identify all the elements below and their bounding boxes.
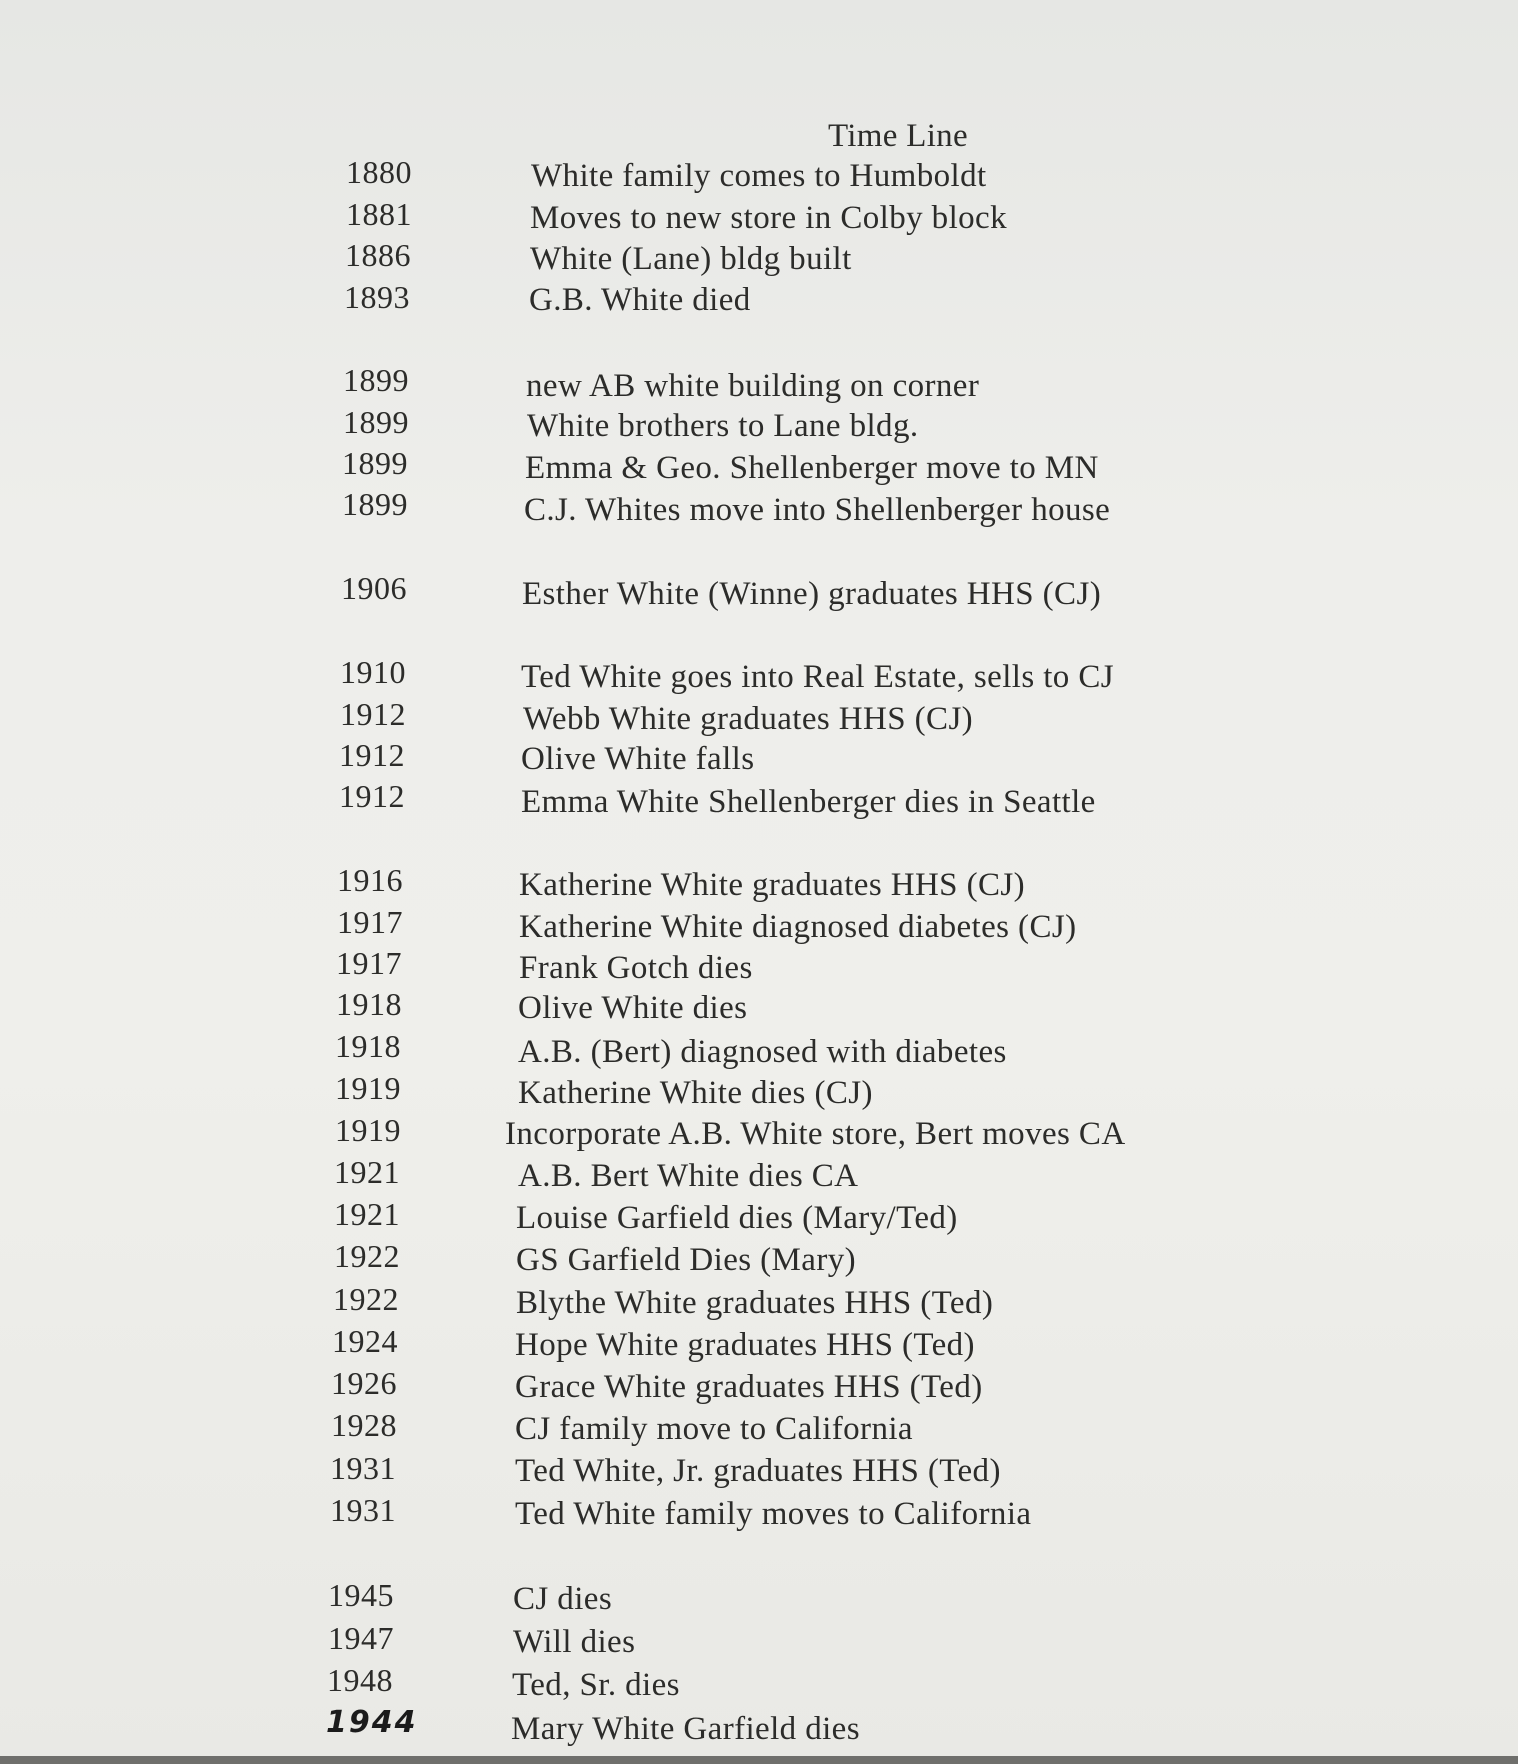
timeline-year: 1899 xyxy=(343,404,409,440)
timeline-event: Katherine White dies (CJ) xyxy=(518,1075,873,1111)
timeline-year: 1918 xyxy=(336,986,402,1022)
timeline-year: 1917 xyxy=(336,945,402,981)
timeline-event: Olive White falls xyxy=(521,741,755,777)
timeline-year: 1931 xyxy=(330,1492,396,1528)
timeline-event: Ted, Sr. dies xyxy=(512,1667,680,1703)
timeline-event: Ted White family moves to California xyxy=(515,1496,1032,1532)
timeline-year: 1916 xyxy=(337,862,403,898)
timeline-year: 1899 xyxy=(342,486,408,522)
timeline-year: 1893 xyxy=(344,279,410,315)
page-title: Time Line xyxy=(828,118,968,154)
timeline-event: Katherine White graduates HHS (CJ) xyxy=(519,867,1026,903)
timeline-year: 1928 xyxy=(331,1407,397,1443)
timeline-year: 1931 xyxy=(330,1450,396,1486)
timeline-year: 1886 xyxy=(345,237,411,273)
timeline-year: 1945 xyxy=(328,1577,394,1613)
timeline-year: 1926 xyxy=(331,1365,397,1401)
timeline-event: CJ family move to California xyxy=(515,1411,913,1447)
timeline-event: Hope White graduates HHS (Ted) xyxy=(515,1327,975,1363)
timeline-year: 1924 xyxy=(332,1323,398,1359)
timeline-year: 1921 xyxy=(334,1154,400,1190)
timeline-event: new AB white building on corner xyxy=(526,368,980,404)
timeline-year-handwritten: 1944 xyxy=(326,1705,418,1740)
timeline-event: Moves to new store in Colby block xyxy=(530,200,1007,236)
timeline-event: A.B. Bert White dies CA xyxy=(518,1158,859,1194)
timeline-event: GS Garfield Dies (Mary) xyxy=(516,1242,857,1278)
timeline-year: 1919 xyxy=(335,1070,401,1106)
timeline-event: Frank Gotch dies xyxy=(519,950,753,986)
timeline-event: Olive White dies xyxy=(518,990,748,1026)
timeline-year: 1910 xyxy=(340,654,406,690)
timeline-year: 1881 xyxy=(346,196,412,232)
timeline-year: 1922 xyxy=(334,1238,400,1274)
timeline-year: 1899 xyxy=(342,445,408,481)
timeline-year: 1948 xyxy=(327,1662,393,1698)
timeline-event: White brothers to Lane bldg. xyxy=(527,408,919,444)
timeline-year: 1947 xyxy=(328,1620,394,1656)
timeline-event: Will dies xyxy=(513,1624,636,1660)
timeline-event: Webb White graduates HHS (CJ) xyxy=(523,701,974,737)
timeline-event: White (Lane) bldg built xyxy=(530,241,852,277)
page-bottom-edge xyxy=(0,1756,1518,1764)
timeline-year: 1919 xyxy=(335,1112,401,1148)
timeline-event: Grace White graduates HHS (Ted) xyxy=(515,1369,983,1405)
timeline-event: Incorporate A.B. White store, Bert moves CA xyxy=(505,1116,1126,1152)
timeline-event: Emma & Geo. Shellenberger move to MN xyxy=(525,450,1099,486)
timeline-event: A.B. (Bert) diagnosed with diabetes xyxy=(518,1034,1007,1070)
timeline-event: C.J. Whites move into Shellenberger house xyxy=(524,492,1111,528)
timeline-event: White family comes to Humboldt xyxy=(531,158,987,194)
timeline-year: 1899 xyxy=(343,362,409,398)
timeline-event: Blythe White graduates HHS (Ted) xyxy=(516,1285,994,1321)
timeline-event: CJ dies xyxy=(513,1581,613,1617)
timeline-year: 1917 xyxy=(337,904,403,940)
timeline-year: 1921 xyxy=(334,1196,400,1232)
timeline-year: 1906 xyxy=(341,570,407,606)
timeline-year: 1912 xyxy=(339,737,405,773)
timeline-year: 1912 xyxy=(340,696,406,732)
timeline-event: Emma White Shellenberger dies in Seattle xyxy=(521,784,1096,820)
timeline-event: Ted White goes into Real Estate, sells to CJ xyxy=(521,659,1115,695)
timeline-event: Mary White Garfield dies xyxy=(511,1711,860,1747)
timeline-year: 1918 xyxy=(335,1028,401,1064)
timeline-event: G.B. White died xyxy=(529,282,751,318)
timeline-year: 1922 xyxy=(333,1281,399,1317)
timeline-year: 1880 xyxy=(346,154,412,190)
timeline-event: Katherine White diagnosed diabetes (CJ) xyxy=(519,909,1077,945)
timeline-event: Esther White (Winne) graduates HHS (CJ) xyxy=(522,576,1102,612)
timeline-year: 1912 xyxy=(339,778,405,814)
timeline-event: Ted White, Jr. graduates HHS (Ted) xyxy=(515,1453,1001,1489)
timeline-event: Louise Garfield dies (Mary/Ted) xyxy=(516,1200,958,1236)
